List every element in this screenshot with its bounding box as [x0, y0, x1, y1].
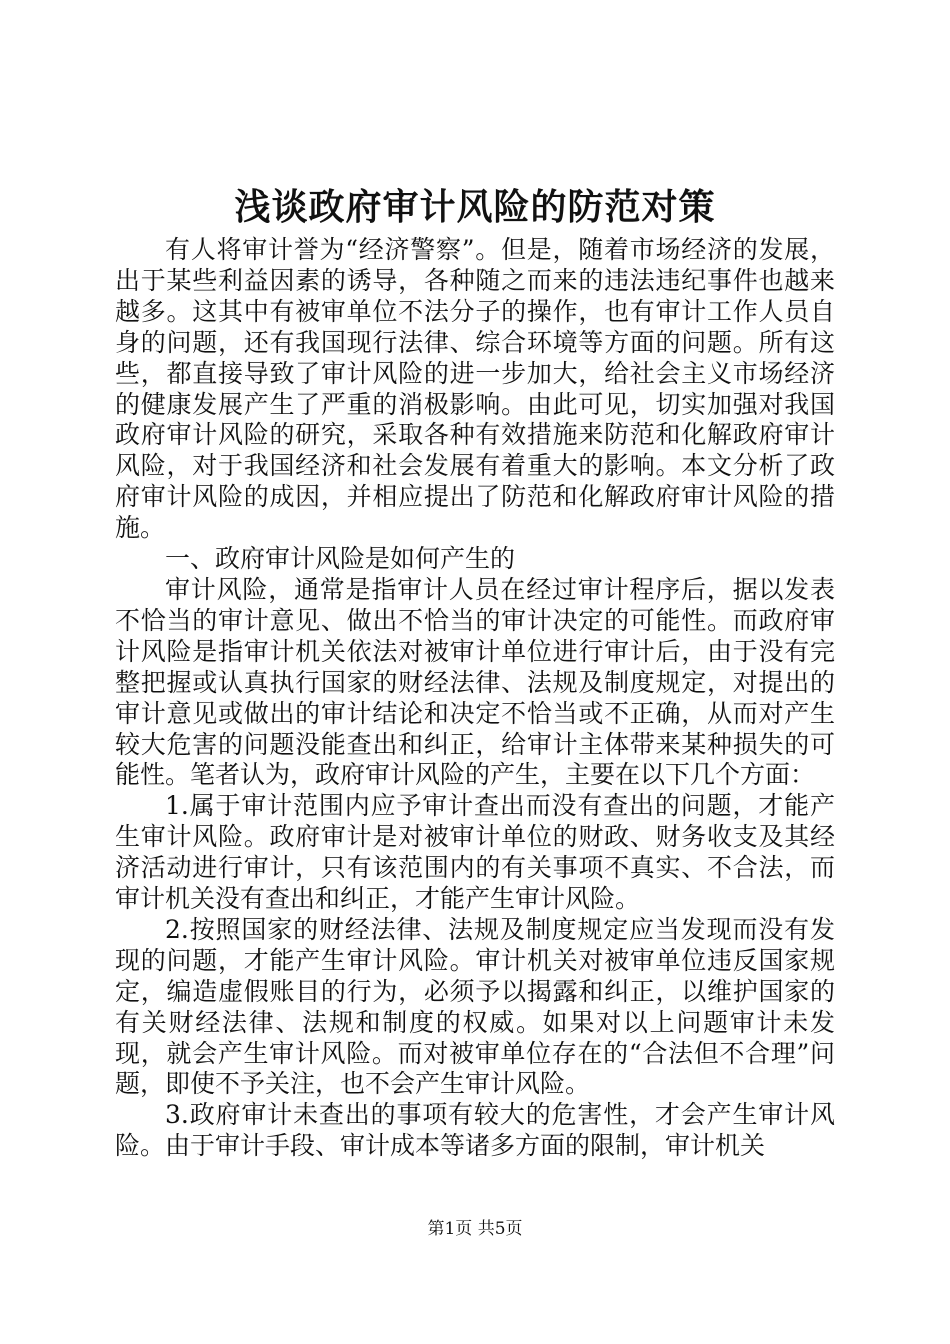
document-body	[115, 235, 835, 1162]
paragraph-point-3: 3.政府审计未查出的事项有较大的危害性，才会产生审计风险。由于审计手段、审计成本等诸多方面的限制，审计机关	[115, 1100, 835, 1161]
paragraph-point-2: 2.按照国家的财经法律、法规及制度规定应当发现而没有发现的问题，才能产生审计风险。审计机关对被审单位违反国家规定，编造虚假账目的行为，必须予以揭露和纠正，以维护国家的有关财经法律、法规和制度的权威。如果对以上问题审计未发现，就会产生审计风险。而对被审单位存在的“合法但不合理”问题，即使不予关注，也不会产生审计风险。	[115, 914, 835, 1099]
paragraph-point-1: 1.属于审计范围内应予审计查出而没有查出的问题，才能产生审计风险。政府审计是对被审计单位的财政、财务收支及其经济活动进行审计，只有该范围内的有关事项不真实、不合法，而审计机关没有查出和纠正，才能产生审计风险。	[115, 791, 835, 914]
section-heading-1: 一、政府审计风险是如何产生的	[165, 544, 516, 574]
page-footer: 第1页 共5页	[427, 1219, 523, 1239]
document-title: 浅谈政府审计风险的防范对策	[234, 187, 716, 228]
paragraph-definition: 审计风险，通常是指审计人员在经过审计程序后，据以发表不恰当的审计意见、做出不恰当的审计决定的可能性。而政府审计风险是指审计机关依法对被审计单位进行审计后，由于没有完整把握或认真执行国家的财经法律、法规及制度规定，对提出的审计意见或做出的审计结论和决定不恰当或不正确，从而对产生较大危害的问题没能查出和纠正，给审计主体带来某种损失的可能性。笔者认为，政府审计风险的产生，主要在以下几个方面：	[115, 574, 835, 790]
paragraph-intro: 有人将审计誉为“经济警察”。但是，随着市场经济的发展，出于某些利益因素的诱导，各种随之而来的违法违纪事件也越来越多。这其中有被审单位不法分子的操作，也有审计工作人员自身的问题，还有我国现行法律、综合环境等方面的问题。所有这些，都直接导致了审计风险的进一步加大，给社会主义市场经济的健康发展产生了严重的消极影响。由此可见，切实加强对我国政府审计风险的研究，采取各种有效措施来防范和化解政府审计风险，对于我国经济和社会发展有着重大的影响。本文分析了政府审计风险的成因，并相应提出了防范和化解政府审计风险的措施。	[115, 235, 835, 543]
